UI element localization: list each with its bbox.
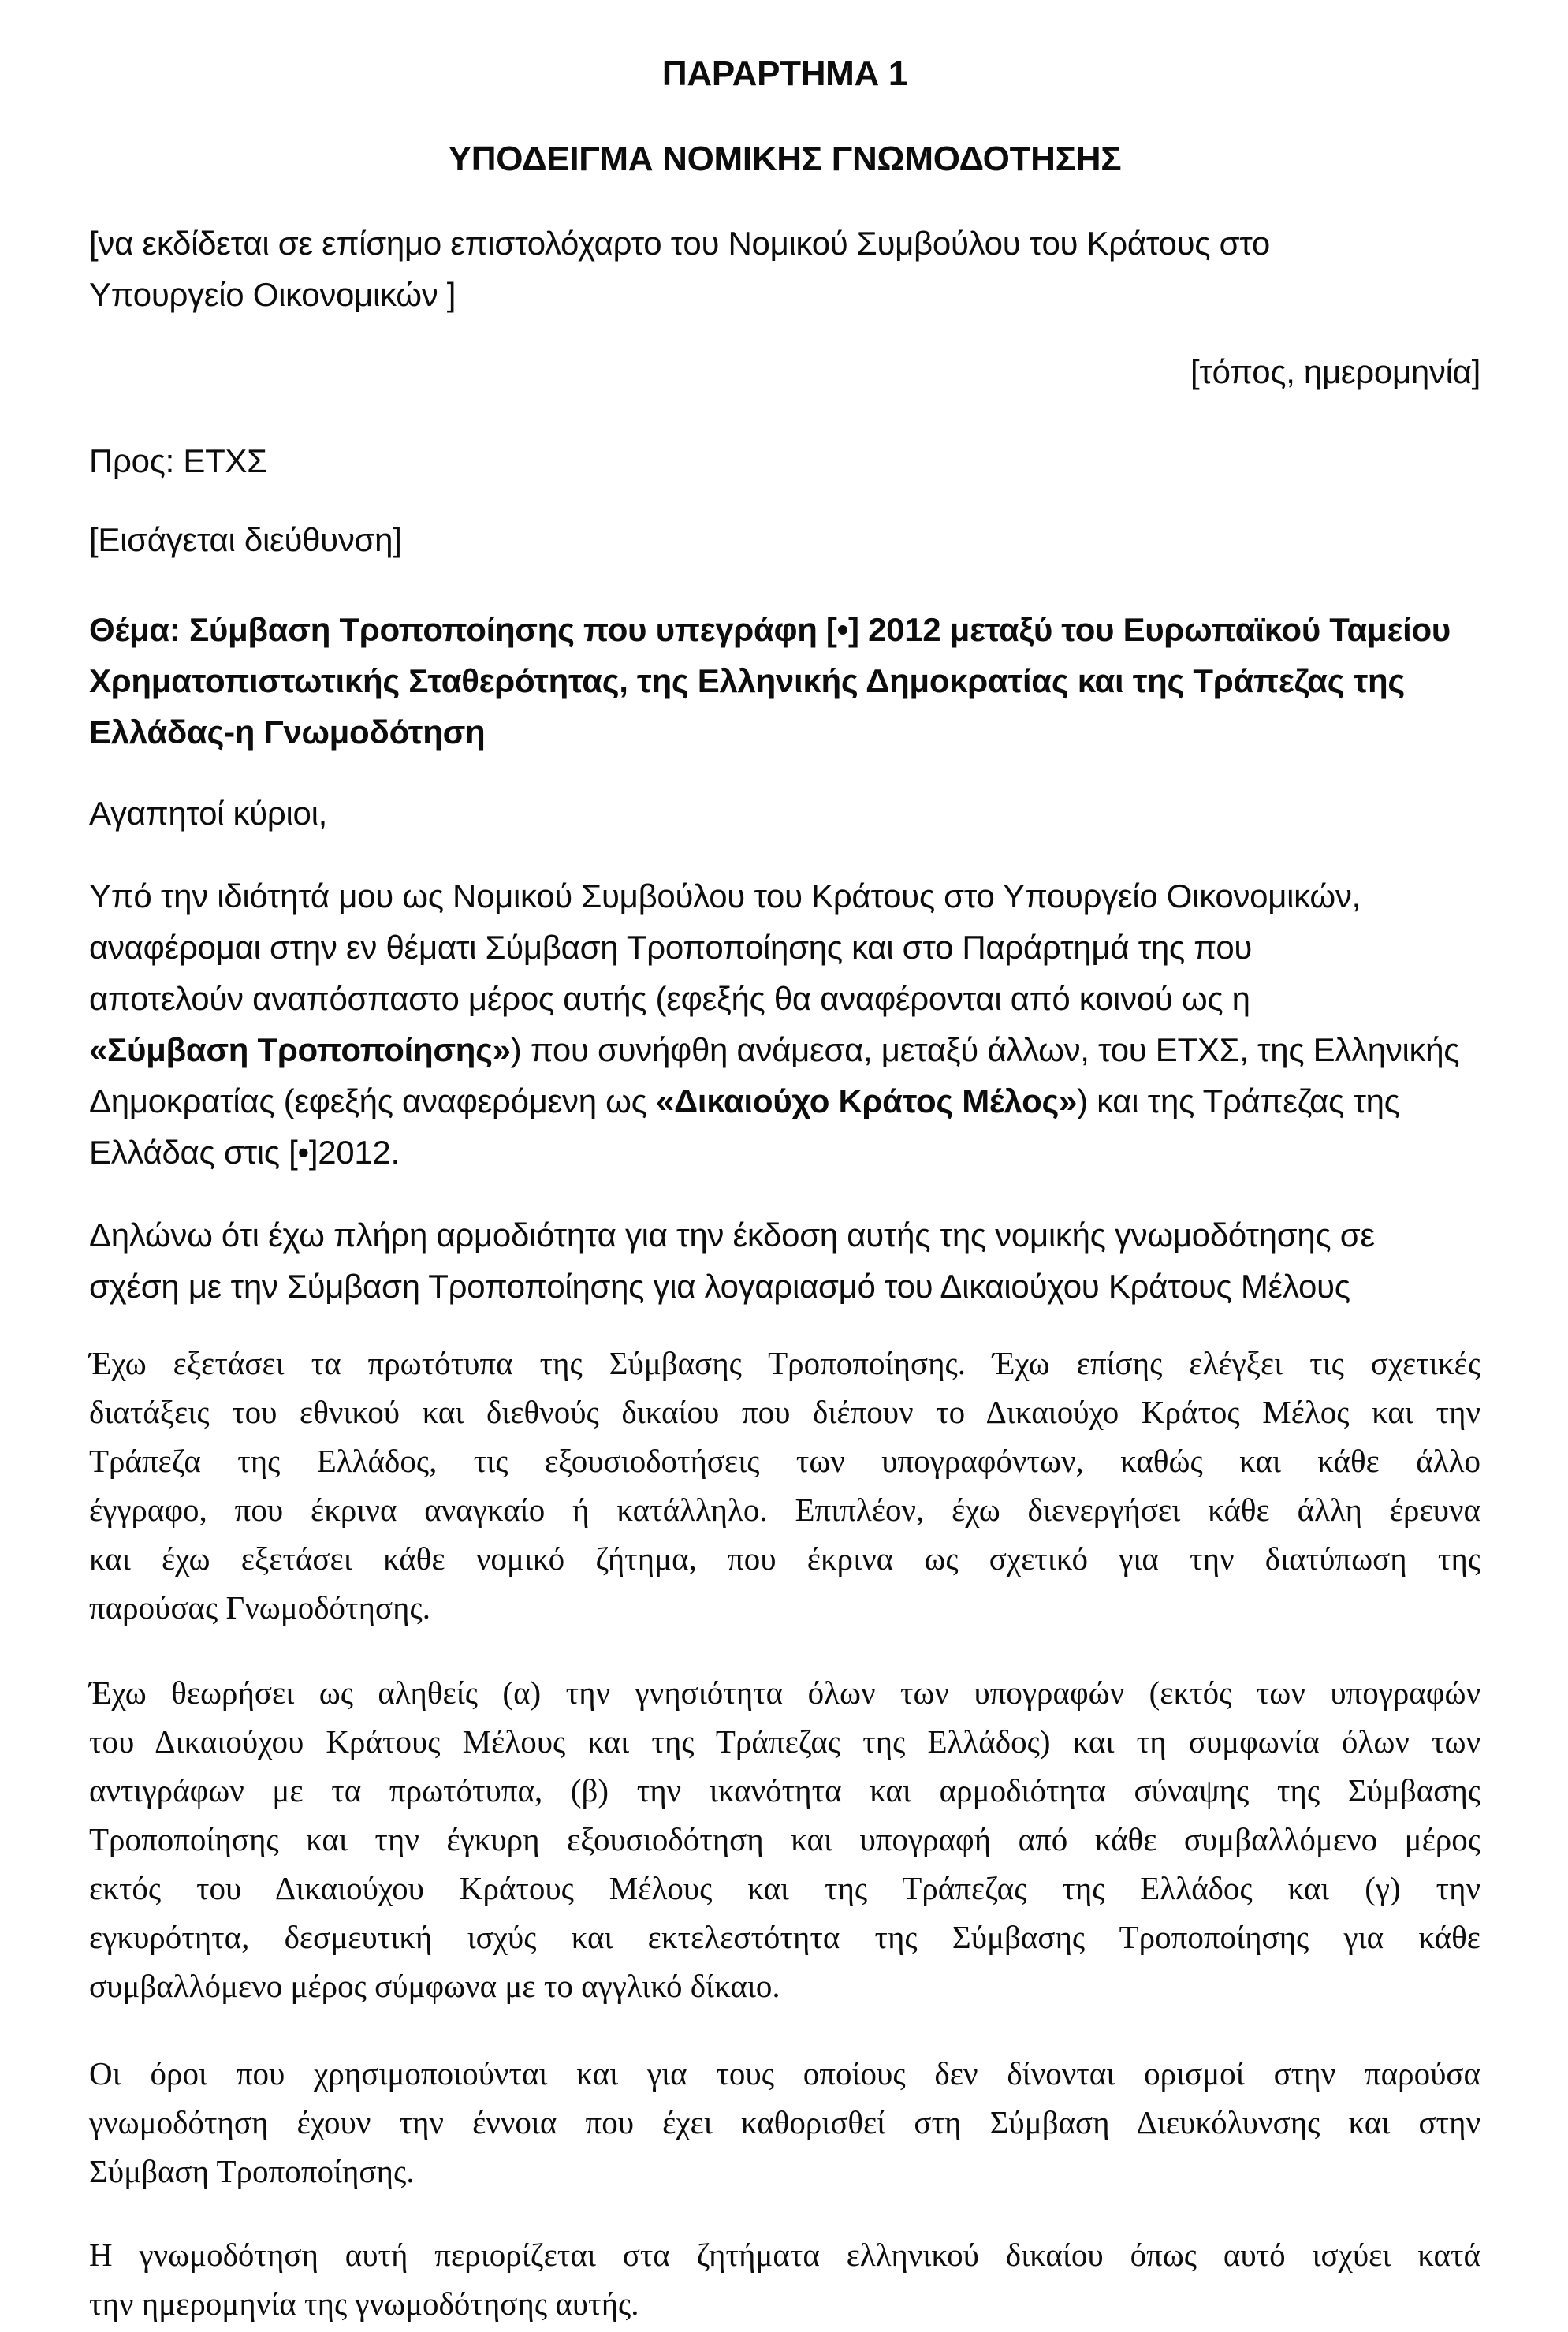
text-line bbox=[89, 1583, 1480, 1632]
text-segment: [τόπος, ημερομηνία] bbox=[1190, 353, 1480, 390]
subject-line bbox=[89, 604, 1480, 758]
document-subtitle: ΥΠΟΔΕΙΓΜΑ ΝΟΜΙΚΗΣ ΓΝΩΜΟΔΟΤΗΣΗΣ bbox=[448, 140, 1122, 178]
text-line bbox=[89, 1075, 1480, 1127]
text-segment: αναφέρομαι στην εν θέματι Σύμβαση Τροποποίησης και στο Παράρτημά της που bbox=[89, 929, 1253, 966]
text-segment: Έχω εξετάσει τα πρωτότυπα της Σύμβασης Τροποποίησης. Έχω επίσης ελέγξει τις σχετικές bbox=[89, 1345, 1480, 1381]
text-segment: Υπουργείο Οικονομικών ] bbox=[89, 276, 456, 313]
text-segment: [Εισάγεται διεύθυνση] bbox=[89, 521, 402, 558]
text-segment: Υπό την ιδιότητά μου ως Νομικού Συμβούλου του Κράτους στο Υπουργείο Οικονομικών, bbox=[89, 877, 1361, 915]
text-segment: του Δικαιούχου Κράτους Μέλους και της Τράπεζας της Ελλάδος) και τη συμφωνία όλων των bbox=[89, 1723, 1480, 1760]
text-segment: Η γνωμοδότηση αυτή περιορίζεται στα ζητήματα ελληνικού δικαίου όπως αυτό ισχύει κατά bbox=[89, 2237, 1480, 2273]
text-line bbox=[89, 2279, 1480, 2328]
text-line bbox=[89, 1024, 1480, 1075]
text-segment: Δημοκρατίας (εφεξής αναφερόμενη ως bbox=[89, 1082, 656, 1119]
text-segment: διατάξεις του εθνικού και διεθνούς δικαίου που διέπουν το Δικαιούχο Κράτος Μέλος και την bbox=[89, 1394, 1480, 1430]
text-line bbox=[89, 2230, 1480, 2279]
text-segment: Έχω θεωρήσει ως αληθείς (α) την γνησιότητα όλων των υπογραφών (εκτός των υπογραφών bbox=[89, 1674, 1480, 1711]
address-note bbox=[89, 514, 1480, 565]
text-segment: Δηλώνω ότι έχω πλήρη αρμοδιότητα για την έκδοση αυτής της νομικής γνωμοδότησης σε bbox=[89, 1216, 1375, 1254]
text-segment: εκτός του Δικαιούχου Κράτους Μέλους και της Τράπεζας της Ελλάδος και (γ) την bbox=[89, 1870, 1480, 1906]
paragraph-examined bbox=[89, 1339, 1480, 1632]
text-line bbox=[89, 1485, 1480, 1534]
document-title: ΠΑΡΑΡΤΗΜΑ 1 bbox=[661, 54, 908, 93]
text-line bbox=[89, 218, 1480, 269]
bold-text-segment: «Σύμβαση Τροποποίησης» bbox=[89, 1031, 511, 1068]
bold-text-segment: «Δικαιούχο Κράτος Μέλος» bbox=[655, 1082, 1078, 1119]
text-segment: Ελλάδας στις [•]2012. bbox=[89, 1134, 400, 1171]
salutation bbox=[89, 788, 1480, 839]
text-line bbox=[89, 1436, 1480, 1485]
text-segment: ) και της Τράπεζας της bbox=[1077, 1082, 1400, 1119]
text-segment: Οι όροι που χρησιμοποιούνται και για τους οποίους δεν δίνονται ορισμοί στην παρούσα bbox=[89, 2055, 1480, 2092]
text-segment: γνωμοδότηση έχουν την έννοια που έχει καθορισθεί στη Σύμβαση Διευκόλυνσης και στην bbox=[89, 2104, 1480, 2140]
text-line bbox=[89, 1766, 1480, 1815]
text-line bbox=[89, 1388, 1480, 1436]
text-line bbox=[89, 655, 1480, 706]
text-segment: έγγραφο, που έκρινα αναγκαίο ή κατάλληλο. Επιπλέον, έχω διενεργήσει κάθε άλλη έρευνα bbox=[89, 1492, 1480, 1528]
text-line bbox=[89, 1534, 1480, 1583]
text-line bbox=[89, 1261, 1480, 1312]
letterhead-note bbox=[89, 218, 1480, 320]
text-line bbox=[89, 1864, 1480, 1913]
text-line bbox=[89, 922, 1480, 973]
to-line bbox=[89, 435, 1480, 486]
text-line bbox=[89, 870, 1480, 922]
paragraph-assumed bbox=[89, 1668, 1480, 2010]
text-line bbox=[89, 604, 1480, 655]
text-segment: Αγαπητοί κύριοι, bbox=[89, 795, 327, 832]
text-segment: Χρηματοπιστωτικής Σταθερότητας, της Ελληνικής Δημοκρατίας και της Τράπεζας της bbox=[89, 662, 1405, 699]
text-segment: Τροποποίησης και την έγκυρη εξουσιοδότηση και υπογραφή από κάθε συμβαλλόμενο μέρος bbox=[89, 1821, 1480, 1857]
text-line bbox=[89, 706, 1480, 758]
text-segment: παρούσας Γνωμοδότησης. bbox=[89, 1589, 430, 1626]
text-line bbox=[89, 1339, 1480, 1388]
text-line bbox=[89, 973, 1480, 1024]
text-line bbox=[89, 1127, 1480, 1178]
text-line bbox=[89, 1717, 1480, 1766]
text-segment: Σύμβαση Τροποποίησης. bbox=[89, 2153, 415, 2189]
text-segment: ) που συνήφθη ανάμεσα, μεταξύ άλλων, του ΕΤΧΣ, της Ελληνικής bbox=[510, 1031, 1460, 1068]
paragraph-limited bbox=[89, 2230, 1480, 2328]
text-segment: και έχω εξετάσει κάθε νομικό ζήτημα, που έκρινα ως σχετικό για την διατύπωση της bbox=[89, 1540, 1480, 1577]
text-segment: αντιγράφων με τα πρωτότυπα, (β) την ικανότητα και αρμοδιότητα σύναψης της Σύμβασης bbox=[89, 1772, 1480, 1809]
text-segment: Ελλάδας-η Γνωμοδότηση bbox=[89, 713, 486, 751]
text-segment: Τράπεζα της Ελλάδος, τις εξουσιοδοτήσεις των υπογραφόντων, καθώς και κάθε άλλο bbox=[89, 1443, 1480, 1479]
text-segment: συμβαλλόμενο μέρος σύμφωνα με το αγγλικό δίκαιο. bbox=[89, 1968, 780, 2004]
text-segment: Προς: ΕΤΧΣ bbox=[89, 442, 267, 479]
text-segment: Θέμα: Σύμβαση Τροποποίησης που υπεγράφη [•] 2012 μεταξύ του Ευρωπαϊκού Ταμείου bbox=[89, 611, 1451, 648]
place-date-note bbox=[89, 346, 1480, 397]
paragraph-terms bbox=[89, 2049, 1480, 2196]
text-line bbox=[89, 346, 1480, 397]
text-segment: την ημερομηνία της γνωμοδότησης αυτής. bbox=[89, 2285, 639, 2322]
text-line bbox=[89, 269, 1480, 320]
text-segment: εγκυρότητα, δεσμευτική ισχύς και εκτελεστότητα της Σύμβασης Τροποποίησης για κάθε bbox=[89, 1919, 1480, 1955]
text-line bbox=[89, 2098, 1480, 2147]
text-line bbox=[89, 1209, 1480, 1261]
text-line bbox=[89, 1913, 1480, 1961]
text-line bbox=[89, 435, 1480, 486]
text-line bbox=[89, 1961, 1480, 2010]
text-line bbox=[89, 788, 1480, 839]
text-line bbox=[89, 1668, 1480, 1717]
text-line bbox=[89, 1815, 1480, 1864]
text-line bbox=[89, 2049, 1480, 2098]
text-line bbox=[89, 2147, 1480, 2196]
text-line bbox=[89, 514, 1480, 565]
paragraph-capacity bbox=[89, 870, 1480, 1178]
text-segment: σχέση με την Σύμβαση Τροποποίησης για λογαριασμό του Δικαιούχου Κράτους Μέλους bbox=[89, 1268, 1350, 1305]
paragraph-competence bbox=[89, 1209, 1480, 1312]
text-segment: [να εκδίδεται σε επίσημο επιστολόχαρτο του Νομικού Συμβούλου του Κράτους στο bbox=[89, 225, 1270, 262]
text-segment: αποτελούν αναπόσπαστο μέρος αυτής (εφεξής θα αναφέρονται από κοινού ως η bbox=[89, 980, 1250, 1017]
